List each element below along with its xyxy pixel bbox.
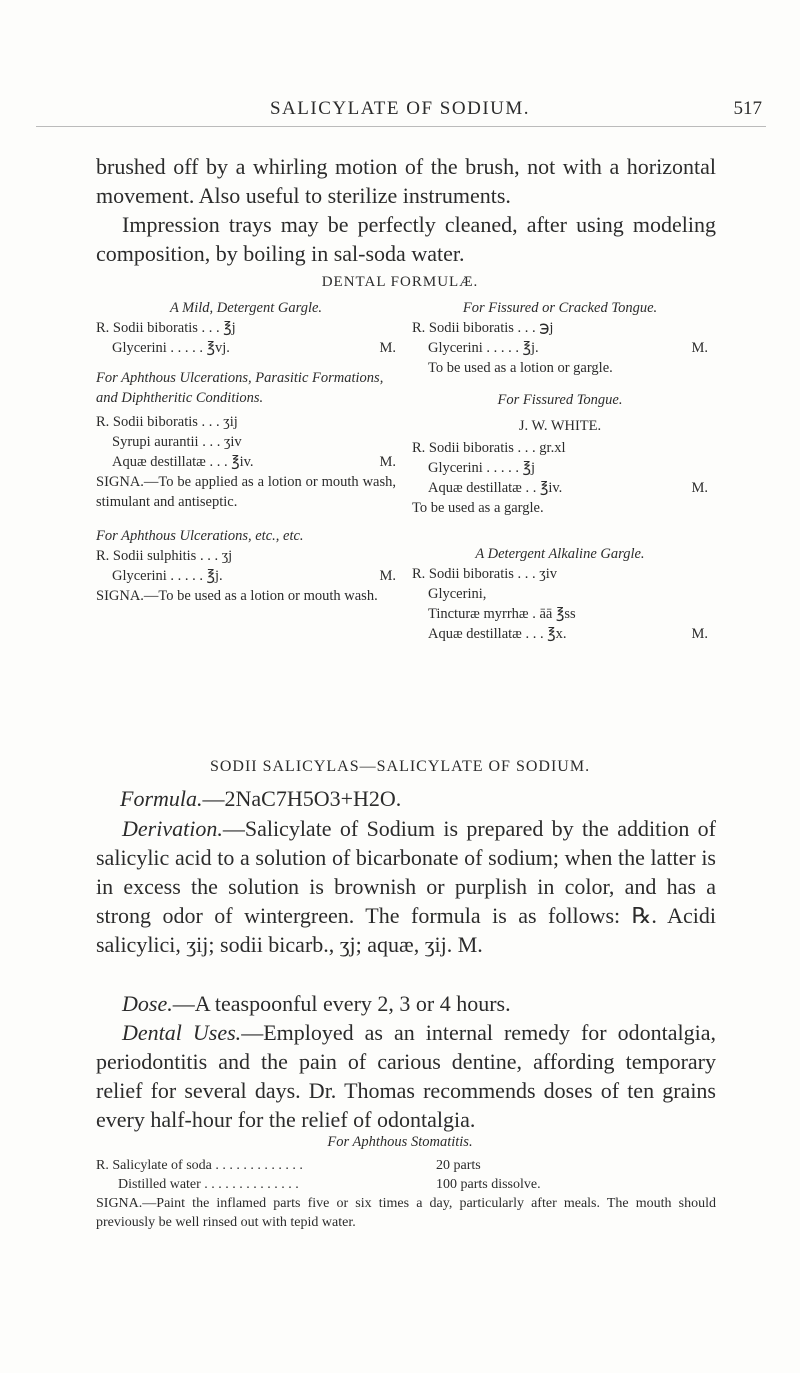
intro-paragraph-2: Impression trays may be perfectly cleaned, after using modeling composition, by boiling in sal-soda water. — [96, 212, 716, 266]
rx-mark — [678, 318, 708, 338]
formula-title: For Aphthous Ulcerations, Parasitic Formations, and Diphtheritic Conditions. — [96, 370, 384, 406]
rx-line: Glycerini, — [428, 586, 487, 602]
rx-line: R. Sodii biboratis . . . ʒiv — [412, 566, 557, 582]
rx-quantity: 20 parts — [436, 1158, 481, 1173]
rx-quantity: 100 parts dissolve. — [436, 1177, 541, 1192]
rx-line: Glycerini . . . . . ℥vj. — [112, 340, 230, 356]
running-title: SALICYLATE OF SODIUM. — [269, 98, 531, 119]
formula-paragraph — [120, 784, 716, 813]
rx-mark: M. — [691, 480, 708, 496]
signa-text: To be used as a lotion or gargle. — [428, 360, 613, 376]
formula-mild-gargle — [96, 298, 396, 358]
formulae-right-column — [412, 298, 708, 644]
formula-aphthous-parasitic — [96, 368, 396, 512]
dental-uses-text: —Employed as an internal remedy for odontalgia, periodontitis and the pain of carious dentine, affording temporary relief for several days. Dr. Thomas recommends doses of ten grains every half-hour for the relief of odontalgia. — [96, 1020, 717, 1132]
signa-text: SIGNA.—To be used as a lotion or mouth wash. — [96, 588, 378, 604]
rx-line: Glycerini . . . . . ℥j. — [428, 340, 539, 356]
header-rule — [36, 126, 766, 127]
derivation-label: Derivation. — [122, 816, 223, 841]
rx-mark — [678, 564, 708, 584]
formula-aphthous-etc — [96, 526, 396, 606]
dose-label: Dose. — [122, 991, 173, 1016]
rx-line: R. Sodii biboratis . . . gr.xl — [412, 440, 566, 456]
formula-cracked-tongue — [412, 298, 708, 378]
formula-title: For Fissured Tongue. — [497, 392, 623, 408]
rx-line: Glycerini . . . . . ℥j. — [112, 568, 223, 584]
intro-paragraph: brushed off by a whirling motion of the brush, not with a horizontal movement. Also useful to sterilize instruments. — [96, 154, 716, 208]
sodii-heading: SODII SALICYLAS—SALICYLATE OF SODIUM. — [209, 758, 591, 775]
rx-mark — [678, 604, 708, 624]
formula-title: A Detergent Alkaline Gargle. — [475, 546, 645, 562]
rx-line: Tincturæ myrrhæ . āā ℥ss — [428, 606, 576, 622]
dose-paragraph — [96, 989, 716, 1018]
stomatitis-title: For Aphthous Stomatitis. — [327, 1134, 473, 1150]
rx-mark — [366, 546, 396, 566]
formula-label: Formula. — [120, 786, 203, 811]
rx-mark — [678, 458, 708, 478]
rx-mark — [366, 432, 396, 452]
formula-alkaline-gargle — [412, 544, 708, 644]
formula-title: A Mild, Detergent Gargle. — [169, 300, 323, 316]
formula-fissured-tongue — [412, 390, 708, 518]
signa-text: SIGNA.—To be applied as a lotion or mouth wash, stimulant and antiseptic. — [96, 474, 396, 510]
rx-line: Distilled water . . . . . . . . . . . . . . — [118, 1177, 299, 1192]
rx-mark — [366, 412, 396, 432]
rx-line: R. Sodii biboratis . . . ℥j — [96, 320, 236, 336]
rx-line: Syrupi aurantii . . . ʒiv — [112, 434, 242, 450]
rx-mark: M. — [379, 454, 396, 470]
rx-mark — [678, 438, 708, 458]
dental-uses-label: Dental Uses. — [122, 1020, 242, 1045]
formula-text: —2NaC7H5O3+H2O. — [202, 786, 402, 811]
stomatitis-formula — [96, 1156, 716, 1232]
rx-line: Aquæ destillatæ . . ℥iv. — [428, 480, 563, 496]
rx-mark — [366, 318, 396, 338]
rx-mark: M. — [379, 568, 396, 584]
dose-text: —A teaspoonful every 2, 3 or 4 hours. — [172, 991, 511, 1016]
dental-uses-paragraph — [96, 1018, 716, 1134]
rx-line: R. Salicylate of soda . . . . . . . . . . . . . — [96, 1158, 303, 1173]
signa-text: SIGNA.—Paint the inflamed parts five or six times a day, particularly after meals. The mouth should previously be well rinsed out with tepid water. — [96, 1196, 716, 1230]
formula-author: J. W. WHITE. — [518, 418, 602, 434]
rx-mark: M. — [691, 340, 708, 356]
formula-title: For Fissured or Cracked Tongue. — [462, 300, 658, 316]
derivation-paragraph — [96, 814, 716, 959]
rx-line: R. Sodii biboratis . . . ʒij — [96, 414, 238, 430]
rx-mark: M. — [691, 626, 708, 642]
signa-text: To be used as a gargle. — [412, 500, 544, 516]
rx-line: R. Sodii sulphitis . . . ʒj — [96, 548, 233, 564]
rx-line: Aquæ destillatæ . . . ℥iv. — [112, 454, 254, 470]
dental-formulae-heading: DENTAL FORMULÆ. — [321, 274, 479, 290]
rx-mark: M. — [379, 340, 396, 356]
rx-mark — [678, 584, 708, 604]
rx-line: R. Sodii biboratis . . . ℈j — [412, 320, 554, 336]
derivation-text: —Salicylate of Sodium is prepared by the addition of salicylic acid to a solution of bicarbonate of sodium; when the latter is in excess the solution is brownish or purplish in color, and has a strong odor of wintergreen. The formula is as follows: ℞. Acidi salicylici, ʒij; sodii bicarb., ʒj; aquæ, ʒij. M. — [96, 816, 716, 957]
rx-line: Aquæ destillatæ . . . ℥x. — [428, 626, 567, 642]
formula-title: For Aphthous Ulcerations, etc., etc. — [96, 528, 304, 544]
formulae-left-column — [96, 298, 396, 606]
rx-line: Glycerini . . . . . ℥j — [428, 460, 536, 476]
page-number: 517 — [733, 98, 762, 119]
